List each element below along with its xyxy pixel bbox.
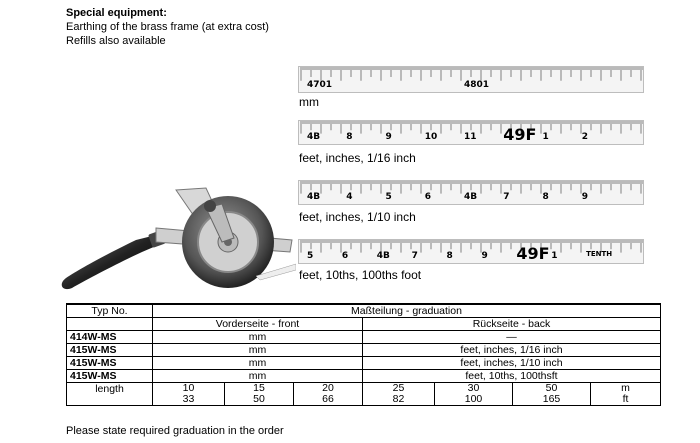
tape-feet-inches-16-label: feet, inches, 1/16 inch	[299, 151, 416, 165]
measuring-tape-device-illustration	[56, 180, 296, 296]
length-ft: 165	[542, 393, 561, 405]
table-row	[67, 344, 661, 357]
front-cell: mm	[153, 331, 363, 344]
model-cell: 415W-MS	[67, 370, 153, 383]
footnote: Please state required graduation in the order	[66, 425, 284, 437]
tape-mm-label: mm	[299, 95, 319, 109]
back-cell: feet, inches, 1/10 inch	[363, 357, 661, 370]
length-label: length	[67, 383, 153, 406]
back-cell: feet, inches, 1/16 inch	[363, 344, 661, 357]
length-cell	[363, 383, 435, 406]
tape-feet-inches-16-sample	[298, 120, 644, 145]
tape-number: 4	[346, 192, 353, 202]
tape-number: 4B	[307, 192, 321, 202]
unit-ft: ft	[622, 393, 629, 405]
length-m: 15	[253, 382, 265, 394]
tape-number: 4801	[464, 80, 490, 90]
back-cell: feet, 10ths, 100thsft	[363, 370, 661, 383]
tape-number: 4701	[307, 80, 333, 90]
length-row	[67, 383, 661, 406]
graduation-header: Maßteilung - graduation	[153, 304, 661, 318]
empty-cell	[67, 318, 153, 331]
table-subheader-row	[67, 318, 661, 331]
length-ft: 66	[322, 393, 334, 405]
model-cell: 414W-MS	[67, 331, 153, 344]
length-m: 25	[392, 382, 405, 394]
tape-number: 9	[481, 251, 488, 261]
tape-number: 8	[446, 251, 453, 261]
length-ft: 100	[464, 393, 483, 405]
tape-number: 6	[341, 251, 349, 261]
front-header: Vorderseite - front	[153, 318, 363, 331]
length-ft: 82	[392, 393, 405, 405]
tape-number: 10	[424, 132, 438, 142]
length-cell	[513, 383, 591, 406]
refills-note: Refills also available	[66, 35, 166, 47]
special-equipment-title: Special equipment:	[66, 7, 167, 19]
length-cell	[153, 383, 225, 406]
tape-number: 9	[385, 132, 392, 142]
tape-number: 11	[464, 132, 477, 142]
tape-number: 7	[503, 192, 510, 202]
tape-number: 4B	[376, 251, 390, 261]
length-m: 50	[545, 382, 558, 394]
length-cell	[294, 383, 363, 406]
length-cell	[435, 383, 513, 406]
tape-number: 1	[551, 251, 558, 261]
model-cell: 415W-MS	[67, 344, 153, 357]
tape-feet-inches-10-label: feet, inches, 1/10 inch	[299, 210, 416, 224]
tape-number: 9	[581, 192, 589, 202]
table-row	[67, 331, 661, 344]
tape-feet-tenths-label: feet, 10ths, 100ths foot	[299, 268, 422, 282]
special-equipment-block	[66, 6, 269, 48]
tape-number: 2	[581, 132, 589, 142]
front-cell: mm	[153, 370, 363, 383]
tape-number: 4B	[464, 192, 478, 202]
unit-cell	[591, 383, 661, 406]
back-header: Rückseite - back	[363, 318, 661, 331]
length-ft: 50	[253, 393, 265, 405]
tape-number: TENTH	[586, 250, 613, 258]
tape-number: 5	[307, 251, 314, 261]
tape-number: 6	[424, 192, 432, 202]
back-cell: —	[363, 331, 661, 344]
front-cell: mm	[153, 344, 363, 357]
typ-header: Typ No.	[67, 304, 153, 318]
front-cell: mm	[153, 357, 363, 370]
tape-number: 8	[542, 192, 549, 202]
length-cell	[225, 383, 294, 406]
model-cell: 415W-MS	[67, 357, 153, 370]
table-row	[67, 370, 661, 383]
table-header-row	[67, 304, 661, 318]
tape-number: 5	[385, 192, 392, 202]
tape-number: 4B	[307, 132, 321, 142]
table-row	[67, 357, 661, 370]
tape-number: 8	[346, 132, 353, 142]
tape-number: 49F	[503, 125, 537, 144]
tape-number: 7	[411, 251, 418, 261]
length-m: 20	[322, 382, 334, 394]
length-ft: 33	[182, 393, 195, 405]
product-table	[66, 303, 661, 406]
earthing-note: Earthing of the brass frame (at extra cost)	[66, 21, 269, 33]
unit-m: m	[621, 382, 630, 394]
tape-number: 1	[542, 132, 549, 142]
tape-feet-inches-10-sample	[298, 180, 644, 205]
length-m: 30	[467, 382, 480, 394]
tape-feet-tenths-sample	[298, 239, 644, 264]
length-m: 10	[182, 382, 195, 394]
tape-mm-sample	[298, 66, 644, 93]
tape-number: 49F	[516, 244, 550, 263]
